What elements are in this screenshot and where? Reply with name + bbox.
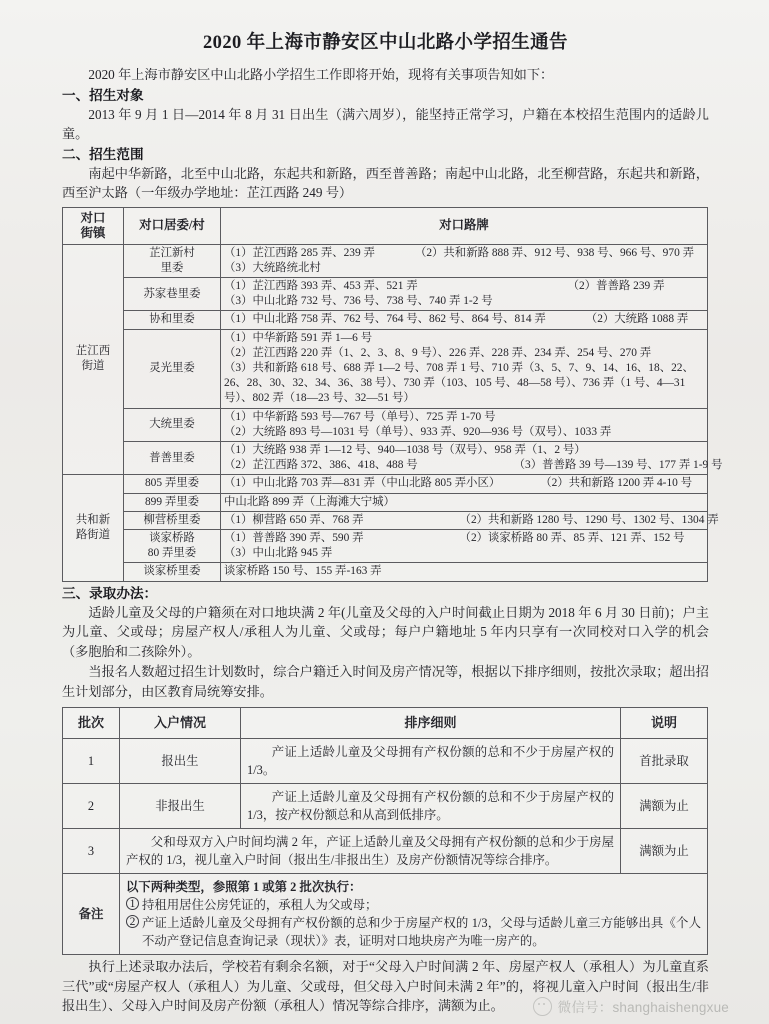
batch-household-status: 非报出生 xyxy=(120,784,241,829)
section-body-1: 2013 年 9 月 1 日—2014 年 8 月 31 日出生（满六周岁），能坚持正常学习，户籍在本校招生范围内的适龄儿童。 xyxy=(62,106,709,141)
street-cell-gonghexinlu xyxy=(63,475,124,581)
road-text: （1）普善路 390 弄、590 弄 xyxy=(224,531,364,544)
table-row xyxy=(63,829,708,874)
column-header-street xyxy=(63,207,124,244)
street-name-line2: 街道 xyxy=(81,360,105,373)
road-text: （2）芷江西路 372、386、418、488 号 xyxy=(224,459,418,472)
batch-table-body xyxy=(63,739,708,955)
table-row xyxy=(63,408,708,441)
road-text: （2）大统路 1088 弄 xyxy=(585,313,689,326)
committee-cell: 柳营桥里委 xyxy=(124,511,221,529)
road-text: （2）共和新路 1200 弄 4-10 号 xyxy=(540,477,693,490)
street-name-line2: 路街道 xyxy=(75,528,111,541)
batch-ranking-rule: 产证上适龄儿童及父母拥有产权份额的总和不少于房屋产权的 1/3。 xyxy=(241,739,621,784)
table-row xyxy=(63,441,708,474)
committee-cell: 协和里委 xyxy=(124,311,221,329)
batch-note: 首批录取 xyxy=(621,739,708,784)
intro-paragraph: 2020 年上海市静安区中山北路小学招生工作即将开始，现将有关事项告知如下： xyxy=(88,67,554,82)
column-header-committee: 对口居委/村 xyxy=(124,207,221,244)
road-entry: （3）大统路统北村 xyxy=(224,261,321,274)
section-heading-2: 二、招生范围 xyxy=(62,146,144,162)
road-text: （1）柳营路 650 弄、768 弄 xyxy=(224,513,364,526)
batch-note: 满额为止 xyxy=(621,784,708,829)
wechat-id-label: 微信号：shanghaishengxue xyxy=(557,1000,729,1015)
section-body-3-p2: 当报名人数超过招生计划数时，综合户籍迁入时间及房产情况等，根据以下排序细则，按批次录取；超出招生计划部分，由区教育局统筹安排。 xyxy=(62,664,709,699)
table-row xyxy=(63,277,708,310)
enrollment-scope-table xyxy=(62,207,723,582)
road-text: （2）普善路 239 弄 xyxy=(567,279,665,292)
batch-ranking-rule: 父和母双方入户时间均满 2 年，产证上适龄儿童及父母拥有产权份额的总和少于房屋产权的 1/3，视儿童入户时间（报出生/非报出生）及房产份额情况等综合排序。 xyxy=(120,829,621,874)
batch-household-status: 报出生 xyxy=(120,739,241,784)
road-text: （1）中山北路 703 弄—831 弄（中山北路 805 弄小区） xyxy=(224,477,501,490)
section-body-3-p1: 适龄儿童及父母的户籍须在对口地块满 2 年(儿童及父母的入户时间截止日期为 2018 年 6 月 30 日前)；户主为儿童、父或母；房屋产权人/承租人为儿童、父或母；每户户籍地址 5 年内只享有一次同校对口入学的机会（多胞胎和二孩除外）。 xyxy=(62,604,709,659)
table-row xyxy=(63,475,708,493)
column-header-household-status: 入户情况 xyxy=(120,708,241,739)
column-header-note: 说明 xyxy=(621,708,708,739)
table-row xyxy=(63,784,708,829)
committee-name-line1: 谈家桥路 xyxy=(149,531,195,544)
remark-body xyxy=(120,874,708,955)
batch-no: 3 xyxy=(63,829,120,874)
page-title: 2020 年上海市静安区中山北路小学招生通告 xyxy=(203,33,568,53)
committee-cell: 805 弄里委 xyxy=(124,475,221,493)
remark-label: 备注 xyxy=(63,874,120,955)
road-text: （2）共和新路 1280 号、1290 号、1302 号、1304 弄 xyxy=(459,513,719,526)
column-header-street-line1: 对口 xyxy=(80,210,106,225)
committee-name-line2: 里委 xyxy=(160,261,184,274)
table-row xyxy=(63,493,708,511)
remark-item-1-text: 持租用居住公房凭证的，承租人为父或母； xyxy=(142,898,378,913)
committee-cell xyxy=(124,244,221,277)
street-name-line1: 芷江西 xyxy=(75,345,111,358)
road-text: （2）谈家桥路 80 弄、85 弄、121 弄、152 号 xyxy=(459,531,685,544)
road-text: （3）普善路 39 号—139 号、177 弄 1-9 号 xyxy=(513,459,723,472)
committee-cell: 899 弄里委 xyxy=(124,493,221,511)
roads-cell: 中山北路 899 弄（上海滩大宁城） xyxy=(221,493,708,511)
table-header-row xyxy=(63,708,708,739)
committee-name-line1: 芷江新村 xyxy=(149,246,195,259)
committee-cell: 谈家桥里委 xyxy=(124,563,221,581)
roads-cell xyxy=(221,441,723,474)
wechat-watermark xyxy=(533,996,729,1016)
section-body-3-p3: 执行上述录取办法后，学校若有剩余名额，对于“父母入户时间满 2 年、房屋产权人（承租人）为儿童直系三代”或“房屋产权人（承租人）为儿童、父或母，但父母入户时间未满 2 年”的，将视儿童入户时间（报出生/非报出生）、父母入户时间及房产份额（承租人）情况等综合排序，满额为止。 xyxy=(62,959,709,1014)
road-text: （2）共和新路 888 弄、912 号、938 号、966 号、970 弄 xyxy=(414,246,695,259)
road-entry: （1）大统路 938 弄 1—12 号、940—1038 号（双号）、958 弄（1、2 号） xyxy=(224,443,586,456)
batch-no: 1 xyxy=(63,739,120,784)
road-entry xyxy=(224,312,704,327)
street-name-line1: 共和新 xyxy=(75,513,111,526)
column-header-street-line2: 街镇 xyxy=(80,225,106,240)
road-entry: （3）中山北路 732 号、736 号、738 号、740 弄 1-2 号 xyxy=(224,295,493,308)
column-header-batch-no: 批次 xyxy=(63,708,120,739)
committee-cell: 普善里委 xyxy=(124,441,221,474)
roads-cell: 谈家桥路 150 号、155 弄-163 弄 xyxy=(221,563,708,581)
committee-cell: 大统里委 xyxy=(124,408,221,441)
scope-table-body xyxy=(63,244,723,581)
section-heading-3: 三、录取办法： xyxy=(62,585,158,601)
committee-cell: 灵光里委 xyxy=(124,329,221,408)
road-entry xyxy=(224,458,723,473)
table-row xyxy=(63,244,708,277)
road-entry: （2）大统路 893 号—1031 号（单号）、933 弄、920—936 号（双号）、1033 弄 xyxy=(224,425,612,438)
committee-cell xyxy=(124,529,221,562)
committee-cell: 苏家巷里委 xyxy=(124,277,221,310)
roads-cell xyxy=(221,408,708,441)
street-cell-zhijiangxi xyxy=(63,244,124,475)
batch-note: 满额为止 xyxy=(621,829,708,874)
column-header-roads: 对口路牌 xyxy=(221,207,708,244)
roads-cell xyxy=(221,511,719,529)
roads-cell xyxy=(221,329,708,408)
section-body-2: 南起中华新路，北至中山北路，东起共和新路，西至普善路；南起中山北路，北至柳营路，东起共和新路，西至沪太路（一年级办学地址：芷江西路 249 号） xyxy=(62,165,709,200)
road-entry: （3）中山北路 945 弄 xyxy=(224,547,333,560)
table-header-row xyxy=(63,207,708,244)
road-entry xyxy=(224,513,719,528)
road-text: （1）中山北路 758 弄、762 号、764 号、862 号、864 号、814 弄 xyxy=(224,313,546,326)
road-entry: （1）中华新路 591 弄 1—6 号 xyxy=(224,331,373,344)
road-entry: （3）共和新路 618 号、688 弄 1—2 号、708 弄 1 号、710 弄（3、5、7、9、14、16、18、22、26、28、30、32、34、36、38 号）、730 弄（103、105 号、48—58 号）、736 弄（1 号、4—31 号）、802 弄（18—23 号、32—51 号） xyxy=(224,361,694,405)
roads-cell xyxy=(221,244,708,277)
road-entry xyxy=(224,246,704,261)
road-entry: （2）芷江西路 220 弄（1、2、3、8、9 号）、226 弄、228 弄、234 弄、254 号、270 弄 xyxy=(224,346,652,359)
table-row-remark xyxy=(63,874,708,955)
roads-cell xyxy=(221,529,708,562)
table-row xyxy=(63,563,708,581)
table-row xyxy=(63,311,708,329)
batch-ranking-rule: 产证上适龄儿童及父母拥有产权份额的总和不少于房屋产权的 1/3，按产权份额总和从高到低排序。 xyxy=(241,784,621,829)
remark-item-1 xyxy=(126,896,701,914)
remark-item-2 xyxy=(126,914,701,950)
road-entry xyxy=(224,476,704,491)
column-header-ranking-rule: 排序细则 xyxy=(241,708,621,739)
admission-batch-table xyxy=(62,707,708,955)
table-row xyxy=(63,529,708,562)
table-row xyxy=(63,739,708,784)
section-heading-1: 一、招生对象 xyxy=(62,87,144,103)
roads-cell xyxy=(221,311,708,329)
committee-name-line2: 80 弄里委 xyxy=(147,547,197,560)
roads-cell xyxy=(221,475,708,493)
circled-number-icon: 2 xyxy=(126,915,139,928)
table-row xyxy=(63,511,708,529)
roads-cell xyxy=(221,277,708,310)
road-entry: （1）中华新路 593 号—767 号（单号）、725 弄 1-70 号 xyxy=(224,410,496,423)
remark-heading: 以下两种类型，参照第 1 或第 2 批次执行： xyxy=(126,880,362,895)
batch-no: 2 xyxy=(63,784,120,829)
remark-item-2-text: 产证上适龄儿童及父母拥有产权份额的总和少于房屋产权的 1/3，父母与适龄儿童三方能够出具《个人不动产登记信息查询记录（现状）》表，证明对口地块房产为唯一房产的。 xyxy=(142,916,701,949)
road-text: （1）芷江西路 393 弄、453 弄、521 弄 xyxy=(224,279,418,292)
wechat-icon xyxy=(533,997,552,1016)
circled-number-icon: 1 xyxy=(126,897,139,910)
road-text: （1）芷江西路 285 弄、239 弄 xyxy=(224,246,375,259)
table-row xyxy=(63,329,708,408)
road-entry xyxy=(224,531,704,546)
road-entry xyxy=(224,279,704,294)
